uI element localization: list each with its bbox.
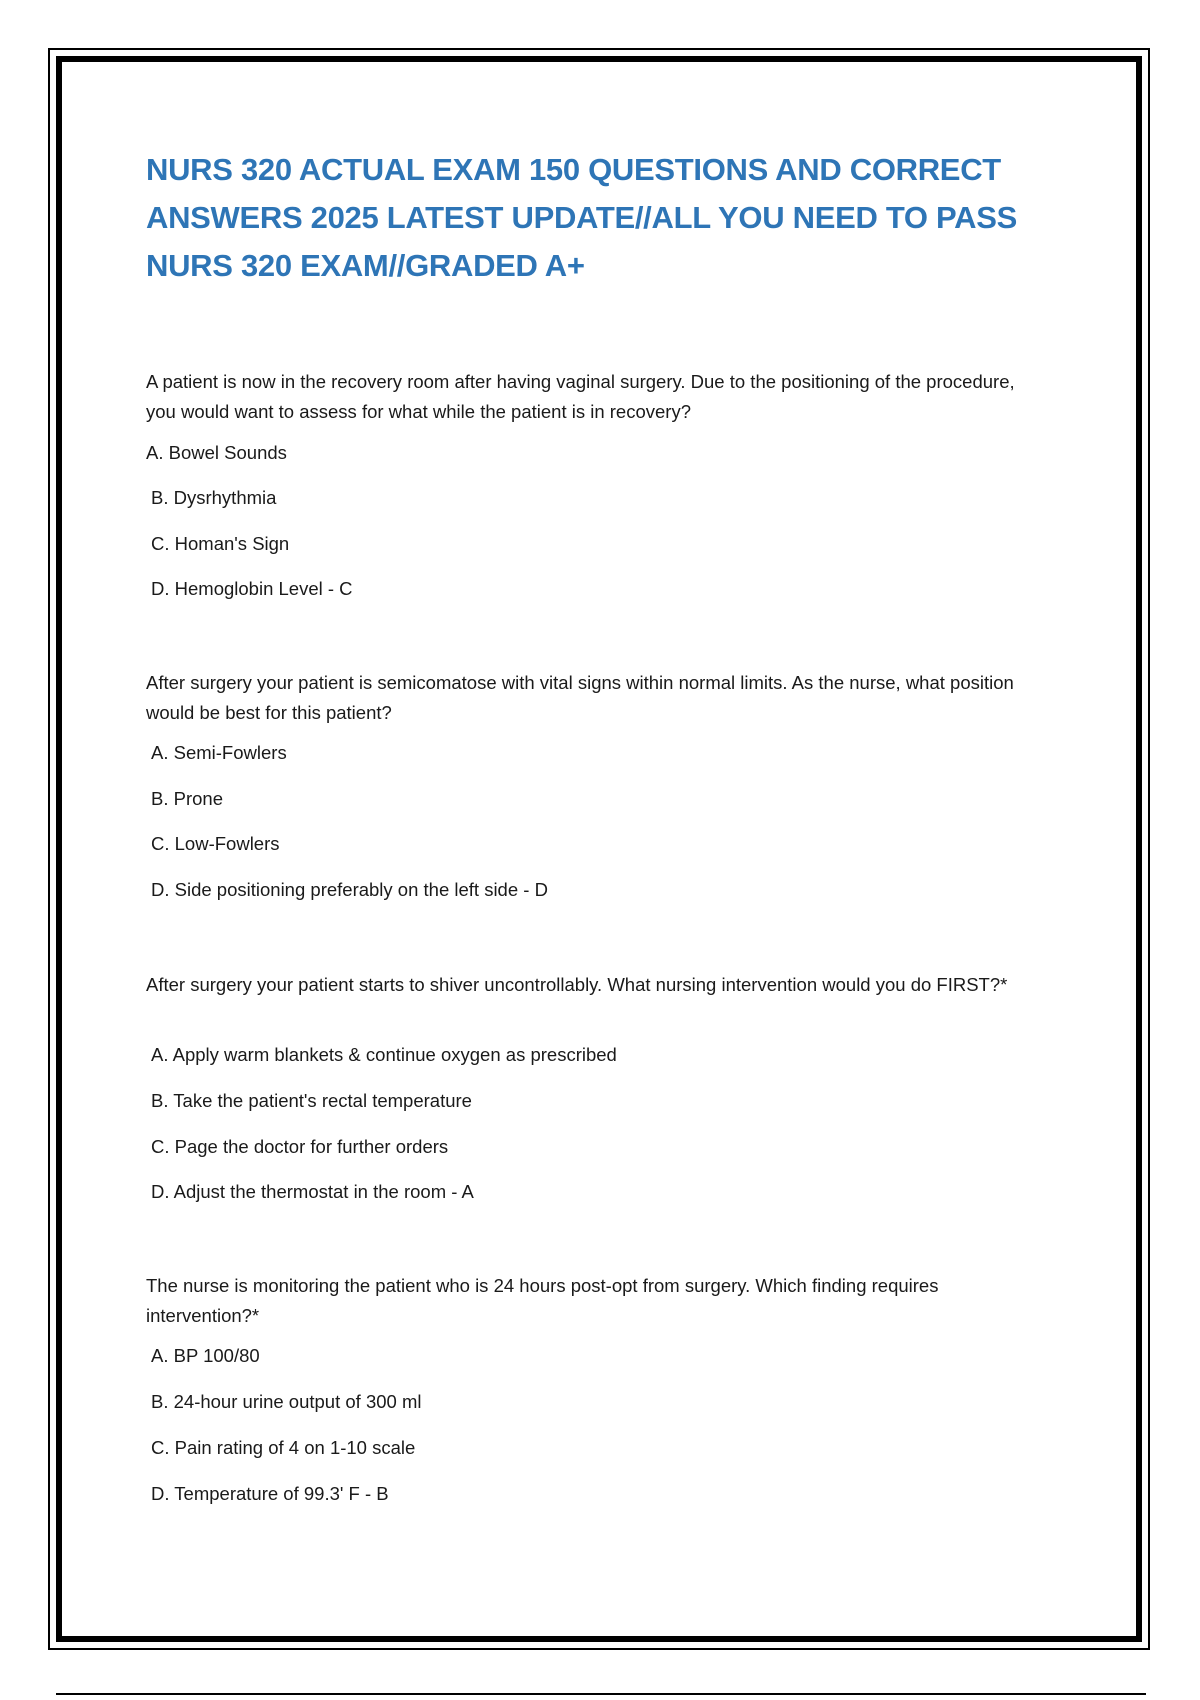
answer-option: D. Adjust the thermostat in the room - A	[151, 1181, 474, 1202]
answer-option: C. Pain rating of 4 on 1-10 scale	[151, 1437, 416, 1458]
question-block-1	[146, 367, 1046, 599]
question-text: A patient is now in the recovery room after having vaginal surgery. Due to the positioning of the procedure, you would want to assess for what while the patient is in recovery?	[146, 371, 1015, 422]
question-block-2	[146, 668, 1046, 900]
document-content	[146, 146, 1046, 1504]
question-block-3	[146, 970, 1046, 1202]
question-block-4	[146, 1271, 1046, 1504]
answer-option: C. Homan's Sign	[151, 533, 290, 554]
answer-option: B. Dysrhythmia	[151, 487, 277, 508]
answer-option: B. Prone	[151, 788, 223, 809]
answer-option: A. BP 100/80	[151, 1345, 260, 1366]
answer-option: D. Side positioning preferably on the left side - D	[151, 879, 548, 900]
answer-option: A. Semi-Fowlers	[151, 742, 287, 763]
bottom-divider	[56, 1693, 1146, 1695]
answer-option: D. Temperature of 99.3' F - B	[151, 1483, 389, 1504]
document-title: NURS 320 ACTUAL EXAM 150 QUESTIONS AND CORRECT ANSWERS 2025 LATEST UPDATE//ALL YOU NEED TO PASS NURS 320 EXAM//GRADED A+	[146, 152, 1017, 283]
answer-option: D. Hemoglobin Level - C	[151, 578, 353, 599]
question-text: After surgery your patient starts to shiver uncontrollably. What nursing intervention would you do FIRST?*	[146, 974, 1008, 995]
answer-option: C. Low-Fowlers	[151, 833, 280, 854]
answer-option: A. Bowel Sounds	[146, 442, 287, 463]
answer-option: C. Page the doctor for further orders	[151, 1136, 449, 1157]
question-text: After surgery your patient is semicomatose with vital signs within normal limits. As the nurse, what position would be best for this patient?	[146, 672, 1014, 723]
answer-option: A. Apply warm blankets & continue oxygen as prescribed	[151, 1044, 617, 1065]
answer-option: B. Take the patient's rectal temperature	[151, 1090, 472, 1111]
question-text: The nurse is monitoring the patient who is 24 hours post-opt from surgery. Which finding requires intervention?*	[146, 1275, 939, 1326]
answer-option: B. 24-hour urine output of 300 ml	[151, 1391, 422, 1412]
